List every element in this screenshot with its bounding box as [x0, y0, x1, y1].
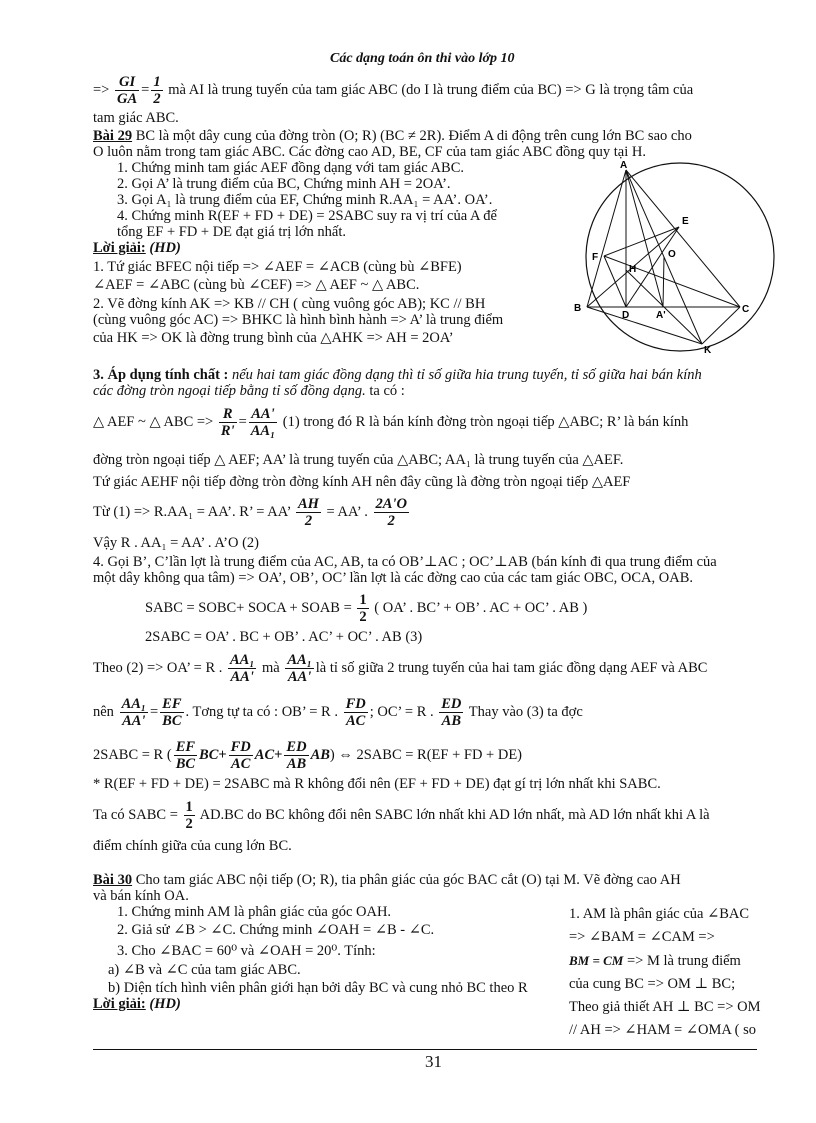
- bai29-p3-head: 3. Áp dụng tính chất : nếu hai tam giác đồng dạng thì tỉ số giữa hia trung tuyến, tỉ số giữa hai bán kính: [93, 367, 702, 383]
- fraction-ef-bc-2: $\frac{EF}{BC}$: [175, 739, 196, 773]
- bai29-p4-line-8: điểm chính giữa của cung lớn BC.: [93, 838, 292, 854]
- fraction-one-half-2: $\frac{1}{2}$: [359, 592, 367, 626]
- label-f: F: [592, 252, 599, 263]
- bai29-p4-line-1: 4. Gọi B’, C’lần lợt là trung điểm của AC, AB, ta có OB’⊥AC ; OC’⊥AB (bán kính đi qua trung điểm của: [93, 554, 717, 570]
- intro-eq: =: [141, 82, 150, 98]
- fraction-fd-ac: $\frac{FD}{AC}$: [345, 696, 366, 730]
- label-b: B: [574, 303, 582, 314]
- segment-ck: [702, 307, 740, 344]
- bai29-sol-5: của HK => OK là đờng trung bình của △AHK => AH = 2OA’: [93, 330, 454, 346]
- bai30-item-3: 3. Cho ∠BAC = 60⁰ và ∠OAH = 20⁰. Tính:: [117, 943, 376, 959]
- bai29-sol-4: (cùng vuông góc AC) => BHKC là hình bình hành => A’ là trung điểm: [93, 312, 504, 328]
- bai29-sol-3: 2. Vẽ đờng kính AK => KB // CH ( cùng vuông góc AB); KC // BH: [93, 296, 486, 312]
- bai29-p3-line-2: đờng tròn ngoại tiếp △ AEF; AA’ là trung tuyến của △ABC; AA₁ là trung tuyến của △AEF.: [93, 452, 624, 468]
- fraction-ef-bc: $\frac{EF}{BC}$: [162, 696, 182, 730]
- bai29-item-1: 1. Chứng minh tam giác AEF đồng dạng với tam giác ABC.: [117, 160, 464, 176]
- intro-text: mà AI là trung tuyến của tam giác ABC (do I là trung điểm của BC) => G là trọng tâm của: [168, 82, 694, 98]
- bai29-p4-line-5: 2SABC = R ( $\frac{EF}{BC}$ BC+ $\frac{FD}{AC}$ AC+ $\frac{ED}{AB}$ AB) ⇔ 2SABC = R(EF + FD + DE): [93, 739, 523, 773]
- bai30-right-5: Theo giả thiết AH ⊥ BC => OM: [569, 999, 761, 1015]
- bai29-statement-text: BC là một dây cung của đờng tròn (O; R) (BC ≠ 2R). Điểm A di động trên cung lớn BC sao cho: [132, 128, 692, 144]
- bai29-item-2: 2. Gọi A’ là trung điểm của BC, Chứng minh AH = 2OA’.: [117, 176, 451, 192]
- bai29-p3-head-2: các đờng tròn ngoại tiếp bằng tỉ số đồng dạng. ta có :: [93, 383, 405, 399]
- fraction-ed-ab: $\frac{ED}{AB}$: [441, 696, 462, 730]
- fraction-r-rprime: $\frac{R}{R'}$: [220, 406, 235, 440]
- median-aa: [626, 170, 663, 307]
- label-o: O: [668, 249, 676, 260]
- bai30-right-4: của cung BC => OM ⊥ BC;: [569, 976, 736, 992]
- geometry-figure: [570, 160, 790, 360]
- label-d: D: [622, 310, 630, 321]
- fraction-gi-ga: $\frac{GI}{GA}$: [116, 74, 138, 108]
- bai29-item-4b: tổng EF + FD + DE đạt giá trị lớn nhất.: [117, 224, 347, 240]
- fraction-aa-aa1: $\frac{AA'}{\text{AA₁}}$: [250, 406, 276, 440]
- segment-bk: [587, 307, 702, 344]
- bai29-p3-line-3: Tứ giác AEHF nội tiếp đờng tròn đờng kính AH nên đây cũng là đờng tròn ngoại tiếp △AEF: [93, 474, 631, 490]
- bai29-p4-line-2: một dây không qua tâm) => OA’, OB’, OC’ lần lợt là các đờng cao của các tam giác OBC, OCA, OAB.: [93, 570, 694, 586]
- bai30-item-1: 1. Chứng minh AM là phân giác của góc OAH.: [117, 904, 392, 920]
- fraction-aa1-aa: $\frac{\text{AA₁}}{AA'}$: [230, 652, 255, 686]
- page-number: 31: [425, 1052, 442, 1071]
- bai29-p4-area-double: 2SABC = OA’ . BC + OB’ . AC’ + OC’ . AB (3): [145, 629, 423, 645]
- fraction-one-half-3: $\frac{1}{2}$: [185, 799, 193, 833]
- intro-line: [93, 70, 693, 110]
- bai29-sol-2: ∠AEF = ∠ABC (cùng bù ∠CEF) => △ AEF ~ △ ABC.: [93, 277, 420, 293]
- bai29-p4-line-3: Theo (2) => OA’ = R . $\frac{\text{AA₁}}{AA'}$ mà $\frac{\text{AA₁}}{AA'}$ là tỉ số giữa 2 trung tuyến của hai tam giác đồng dạng AEF và ABC: [93, 652, 708, 686]
- bai29-statement-2: O luôn nằm trong tam giác ABC. Các đờng cao AD, BE, CF của tam giác ABC đồng quy tại H.: [93, 144, 646, 160]
- label-a-prime: A': [656, 310, 666, 321]
- bai30-right-2: => ∠BAM = ∠CAM =>: [569, 929, 715, 945]
- bai29-p4-area-sum: SABC = SOBC+ SOCA + SOAB = $\frac{1}{2}$ ( OA’ . BC’ + OB’ . AC + OC’ . AB ): [145, 592, 588, 626]
- segment-ab: [587, 170, 626, 307]
- label-k: K: [704, 345, 712, 356]
- bai30-statement-1: Bài 30 Cho tam giác ABC nội tiếp (O; R), tia phân giác của góc BAC cắt (O) tại M. Vẽ đờng cao AH: [93, 872, 681, 888]
- bai30-item-b: b) Diện tích hình viên phân giới hạn bởi dây BC và cung nhỏ BC theo R: [108, 980, 528, 996]
- bai30-item-a: a) ∠B và ∠C của tam giác ABC.: [108, 962, 301, 978]
- fraction-aa1-aa-3: $\frac{\text{AA₁}}{AA'}$: [121, 696, 146, 730]
- bai30-item-2: 2. Giả sử ∠B > ∠C. Chứng minh ∠OAH = ∠B - ∠C.: [117, 922, 435, 938]
- label-e: E: [682, 216, 689, 227]
- bai29-title: Bài 29: [93, 128, 133, 144]
- altitude-cf: [604, 256, 740, 307]
- label-h: H: [629, 264, 637, 275]
- bai30-solution-label: Lời giải: (HD): [93, 996, 181, 1012]
- bai29-statement-1: [93, 128, 692, 145]
- bai29-p3-line-1: △ AEF ~ △ ABC => $\frac{R}{R'}$ = $\frac{AA'}{\text{AA₁}}$ (1) trong đó R là bán kính đờng tròn ngoại tiếp △ABC; R’ là bán kính: [93, 406, 689, 440]
- bai30-right-3: BM = CM => M là trung điểm: [569, 953, 741, 969]
- bai30-title: Bài 30: [93, 872, 133, 888]
- page-header: Các dạng toán ôn thi vào lớp 10: [330, 51, 515, 66]
- segment-fd: [604, 256, 626, 307]
- bai29-solution-label: Lời giải: (HD): [93, 240, 181, 256]
- bai29-sol-1: 1. Tứ giác BFEC nội tiếp => ∠AEF = ∠ACB (cùng bù ∠BFE): [93, 259, 462, 275]
- bai29-item-3: 3. Gọi A₁ là trung điểm của EF, Chứng minh R.AA₁ = AA’. OA’.: [117, 192, 493, 208]
- bai29-p4-line-6: * R(EF + FD + DE) = 2SABC mà R không đổi nên (EF + FD + DE) đạt gí trị lớn nhất khi SABC.: [93, 776, 661, 792]
- fraction-ed-ab-2: $\frac{ED}{AB}$: [286, 739, 307, 773]
- bai30-right-6: // AH => ∠HAM = ∠OMA ( so: [569, 1022, 756, 1038]
- fraction-aa1-aa-2: $\frac{\text{AA₁}}{AA'}$: [287, 652, 312, 686]
- fraction-fd-ac-2: $\frac{FD}{AC}$: [230, 739, 251, 773]
- fraction-ah-2: $\frac{AH}{2}$: [297, 496, 319, 530]
- bai29-p4-line-7: Ta có SABC = $\frac{1}{2}$ AD.BC do BC không đổi nên SABC lớn nhất khi AD lớn nhất, mà AD lớn nhất khi A là: [93, 799, 710, 833]
- bai30-statement-2: và bán kính OA.: [93, 888, 189, 904]
- footer-rule: [93, 1049, 757, 1050]
- label-c: C: [742, 304, 750, 315]
- label-a: A: [620, 160, 628, 171]
- intro-text-2: tam giác ABC.: [93, 110, 179, 126]
- bai29-p4-line-4: nên $\frac{\text{AA₁}}{AA'}$ = $\frac{EF}{BC}$ . Tơng tự ta có : OB’ = R . $\frac{FD}{AC}$ ; OC’ = R . $\frac{ED}{AB}$ Thay vào (3) ta đợc: [93, 696, 583, 730]
- segment-oa: [663, 257, 664, 307]
- bai29-p3-line-5: Vậy R . AA₁ = AA’ . A’O (2): [93, 535, 260, 551]
- bai29-item-4: 4. Chứng minh R(EF + FD + DE) = 2SABC suy ra vị trí của A để: [117, 208, 497, 224]
- bai30-right-1: 1. AM là phân giác của ∠BAC: [569, 906, 750, 922]
- fraction-2ao-2: $\frac{2A'O}{2}$: [375, 496, 407, 530]
- bai29-p3-line-4: Từ (1) => R.AA₁ = AA’. R’ = AA’ $\frac{AH}{2}$ = AA’ . $\frac{2A'O}{2}$: [93, 496, 407, 530]
- intro-arrow: =>: [93, 82, 110, 98]
- fraction-one-half: $\frac{1}{2}$: [153, 74, 161, 108]
- arc-equality: BM = CM: [569, 953, 624, 968]
